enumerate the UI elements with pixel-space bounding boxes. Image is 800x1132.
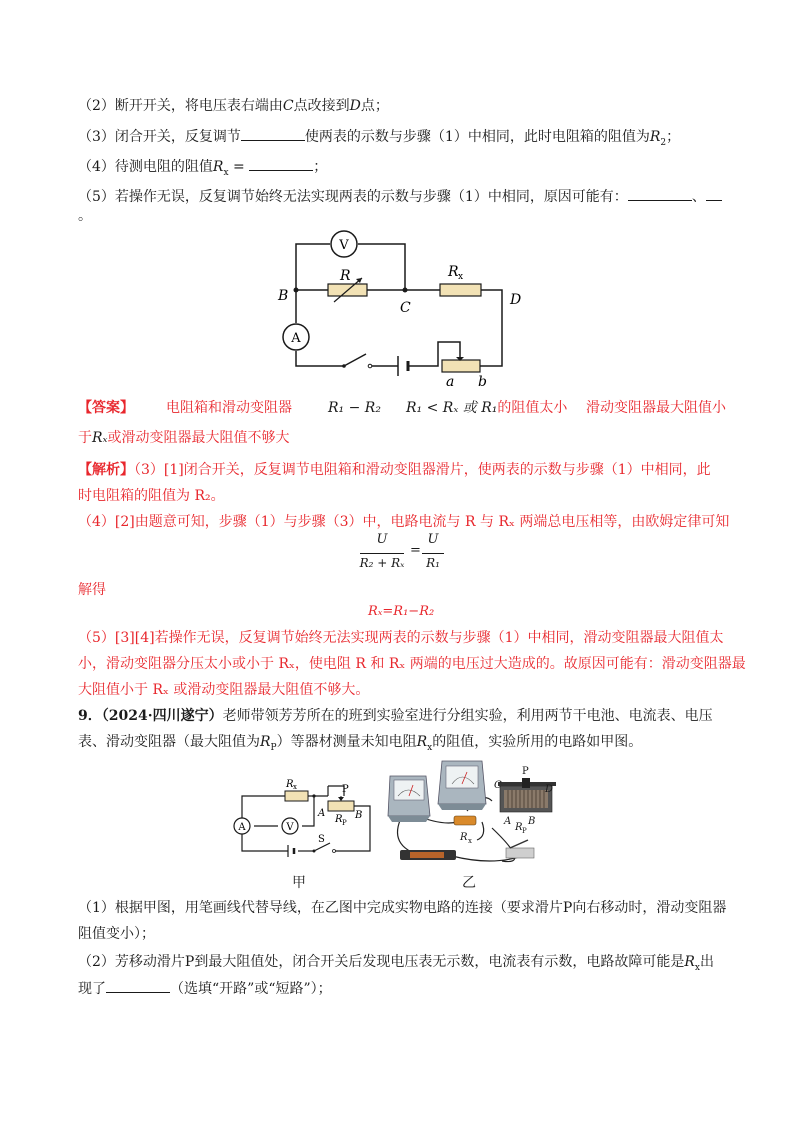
svg-text:P: P (522, 827, 527, 835)
answer-blank[interactable] (249, 156, 313, 171)
q9-line-1: 9．（2024·四川遂宁）老师带领芳芳所在的班到实验室进行分组实验，利用两节干电池、电流表、电压 (78, 708, 713, 724)
rx-resistor (285, 791, 308, 801)
svg-text:D: D (510, 292, 522, 308)
analysis-result: Rₓ=R₁−R₂ (368, 604, 435, 619)
svg-text:a: a (446, 374, 455, 390)
svg-text:A: A (504, 816, 512, 827)
rheostat (442, 360, 480, 372)
q8-step2: （2）断开开关，将电压表右端由C点改接到D点； (78, 98, 389, 114)
svg-text:R: R (340, 268, 351, 284)
analysis-line-5c: 大阻值小于 Rₓ 或滑动变阻器最大阻值不够大。 (78, 682, 370, 698)
svg-text:B: B (528, 816, 536, 827)
svg-text:C: C (400, 300, 411, 316)
svg-text:S: S (318, 834, 325, 845)
answer-blank[interactable] (106, 978, 170, 993)
answer-blank[interactable] (706, 186, 722, 201)
svg-text:P: P (342, 819, 347, 827)
q8-step5: （5）若操作无误，反复调节始终无法实现两表的示数与步骤（1）中相同，原因可能有： 、 (78, 186, 722, 207)
answer-line-1: 【答案】 电阻箱和滑动变阻器 R₁ − R₂ R₁ < Rₓ 或 R₁的阻值太小 滑动变阻器最大阻值小 (78, 400, 726, 416)
q9-step1a: （1）根据甲图，用笔画线代替导线，在乙图中完成实物电路的连接（要求滑片P向右移动时，滑动变阻器 (78, 900, 727, 916)
answer-blank[interactable] (241, 126, 305, 141)
rx-resistor-device (454, 816, 476, 825)
q9-step1b: 阻值变小）； (78, 926, 155, 942)
svg-text:A: A (291, 331, 301, 346)
svg-text:R: R (515, 822, 523, 833)
svg-text:P: P (342, 784, 349, 795)
fraction-equation: U R₂ + Rₓ = U R₁ (360, 532, 450, 576)
svg-text:R: R (286, 779, 294, 790)
q9-line-2: 表、滑动变阻器（最大阻值为$R_P$）等器材测量未知电阻$R_x$的阻值，实验所用的电路如甲图。 (78, 734, 643, 753)
switch (313, 850, 316, 853)
caption-yi: 乙 (462, 875, 476, 891)
svg-text:V: V (339, 238, 349, 253)
answer-blank[interactable] (628, 186, 692, 201)
svg-text:x: x (458, 272, 464, 282)
analysis-jiede: 解得 (78, 582, 106, 598)
circuit-diagram-1 (270, 226, 530, 391)
q9-step2b: 现了 （选填“开路”或“短路”）； (78, 978, 332, 999)
svg-text:B: B (278, 288, 289, 304)
svg-text:R: R (448, 264, 459, 280)
battery-device (400, 850, 456, 860)
switch (342, 364, 346, 368)
switch-device (506, 840, 534, 858)
svg-text:x: x (293, 783, 297, 791)
analysis-line-2: 时电阻箱的阻值为 R₂。 (78, 488, 225, 504)
analysis-line-5a: （5）[3][4]若操作无误，反复调节始终无法实现两表的示数与步骤（1）中相同，滑动变阻器最大阻值太 (78, 630, 724, 646)
analysis-line-5b: 小，滑动变阻器分压太小或小于 Rₓ，使电阻 R 和 Rₓ 两端的电压过大造成的。故原因可能有：滑动变阻器最 (78, 656, 746, 672)
unknown-resistor (440, 284, 481, 296)
analysis-line-3: （4）[2]由题意可知，步骤（1）与步骤（3）中，电路电流与 R 与 Rₓ 两端总电压相等，由欧姆定律可知 (78, 514, 730, 530)
svg-text:R: R (460, 832, 468, 843)
rp-rheostat (328, 801, 354, 811)
circuit-diagram-jia (230, 776, 380, 866)
svg-text:D: D (545, 784, 554, 795)
svg-text:P: P (522, 766, 529, 777)
svg-text:b: b (478, 374, 487, 390)
svg-text:x: x (468, 837, 472, 845)
answer-line-2: 于Rₓ或滑动变阻器最大阻值不够大 (78, 430, 290, 446)
svg-text:R: R (335, 814, 343, 825)
voltmeter-device (438, 761, 486, 810)
caption-jia: 甲 (292, 875, 306, 891)
q9-step2a: （2）芳移动滑片P到最大阻值处，闭合开关后发现电压表无示数，电流表有示数，电路故障可能是$R_x$出 (78, 954, 714, 973)
analysis-line-1: 【解析】（3）[1]闭合开关，反复调节电阻箱和滑动变阻器滑片，使两表的示数与步骤（1）中相同，此 (78, 462, 711, 478)
q8-step5-end: 。 (78, 208, 92, 224)
q8-step4: （4）待测电阻的阻值$R_x$ = ； (78, 156, 327, 183)
ammeter-device (388, 776, 430, 822)
svg-text:A: A (238, 822, 246, 833)
svg-text:A: A (318, 808, 326, 819)
svg-text:B: B (355, 810, 363, 821)
svg-text:V: V (286, 822, 294, 833)
apparatus-photo (382, 756, 562, 871)
q8-step3: （3）闭合开关，反复调节 使两表的示数与步骤（1）中相同，此时电阻箱的阻值为$R_2$； (78, 126, 680, 153)
svg-text:C: C (494, 780, 502, 791)
